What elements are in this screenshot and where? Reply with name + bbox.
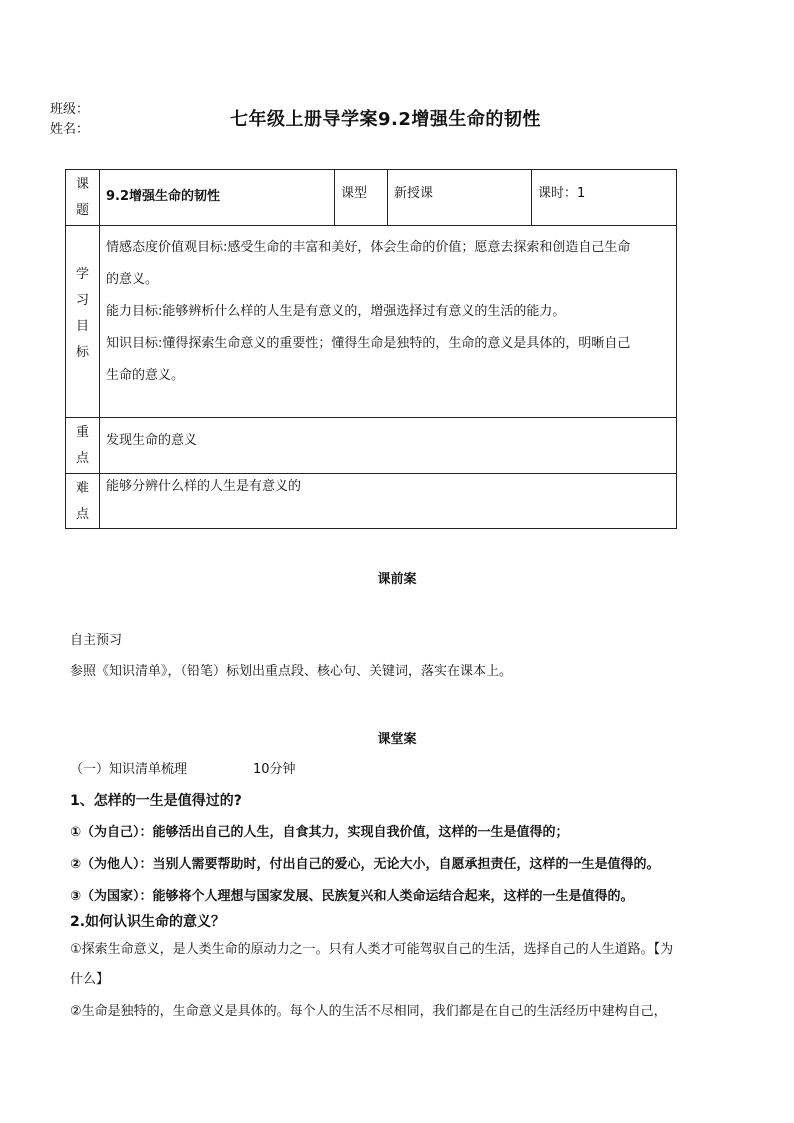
- key-point-row: [66, 418, 677, 474]
- answer-item: ①（为自己）：能够活出自己的人生，自食其力，实现自我价值，这样的一生是值得的；: [70, 825, 569, 840]
- preclass-title: 课前案: [377, 572, 417, 587]
- topic-row: [66, 170, 677, 226]
- difficulty-value: 能够分辨什么样的人生是有意义的: [100, 474, 677, 529]
- goals-content: [100, 226, 677, 418]
- key-point-label: 重 点: [66, 418, 100, 474]
- class-label: 班级：: [50, 102, 90, 117]
- question-1: 1、怎样的一生是值得过的?: [70, 793, 242, 809]
- class-hours: 课时：1: [532, 170, 677, 226]
- lesson-info-table: [65, 169, 677, 529]
- preclass-subtitle: 自主预习: [70, 633, 123, 648]
- type-value: 新授课: [388, 170, 532, 226]
- inclass-title: 课堂案: [377, 732, 417, 747]
- section-time: 10分钟: [253, 762, 296, 777]
- goals-row: [66, 226, 677, 418]
- topic-value: 9.2增强生命的韧性: [100, 170, 335, 226]
- document-title: 七年级上册导学案9.2增强生命的韧性: [230, 109, 541, 130]
- goal-line: 能力目标:能够辨析什么样的人生是有意义的，增强选择过有意义的生活的能力。: [106, 304, 566, 319]
- answer-item: ③（为国家）：能够将个人理想与国家发展、民族复兴和人类命运结合起来，这样的一生是值得的。: [70, 889, 634, 904]
- type-label: 课型: [335, 170, 388, 226]
- difficulty-row: [66, 474, 677, 529]
- question-2: 2.如何认识生命的意义？: [70, 914, 226, 930]
- goal-line: 情感态度价值观目标:感受生命的丰富和美好，体会生命的价值；愿意去探索和创造自己生命: [106, 240, 631, 255]
- goal-line: 生命的意义。: [106, 368, 185, 383]
- name-label: 姓名：: [50, 122, 90, 137]
- section-heading: （一）知识清单梳理: [70, 762, 188, 777]
- answer-line: ②生命是独特的，生命意义是具体的。每个人的生活不尽相同，我们都是在自己的生活经历中建构自己，: [70, 1004, 667, 1019]
- answer-item: ②（为他人）：当别人需要帮助时，付出自己的爱心，无论大小，自愿承担责任，这样的一生是值得的。: [70, 857, 660, 872]
- answer-line: 什么】: [70, 972, 110, 987]
- key-point-value: 发现生命的意义: [100, 418, 677, 474]
- goals-label: 学 习 目 标: [66, 226, 100, 418]
- preclass-instruction: 参照《知识清单》，（铅笔）标划出重点段、核心句、关键词，落实在课本上。: [70, 664, 513, 679]
- goal-line: 知识目标:懂得探索生命意义的重要性；懂得生命是独特的，生命的意义是具体的，明晰自己: [106, 336, 631, 351]
- goal-line: 的意义。: [106, 272, 159, 287]
- topic-label: 课 题: [66, 170, 100, 226]
- difficulty-label: 难 点: [66, 474, 100, 529]
- answer-line: ①探索生命意义，是人类生命的原动力之一。只有人类才可能驾驭自己的生活，选择自己的人生道路。【为: [70, 942, 674, 957]
